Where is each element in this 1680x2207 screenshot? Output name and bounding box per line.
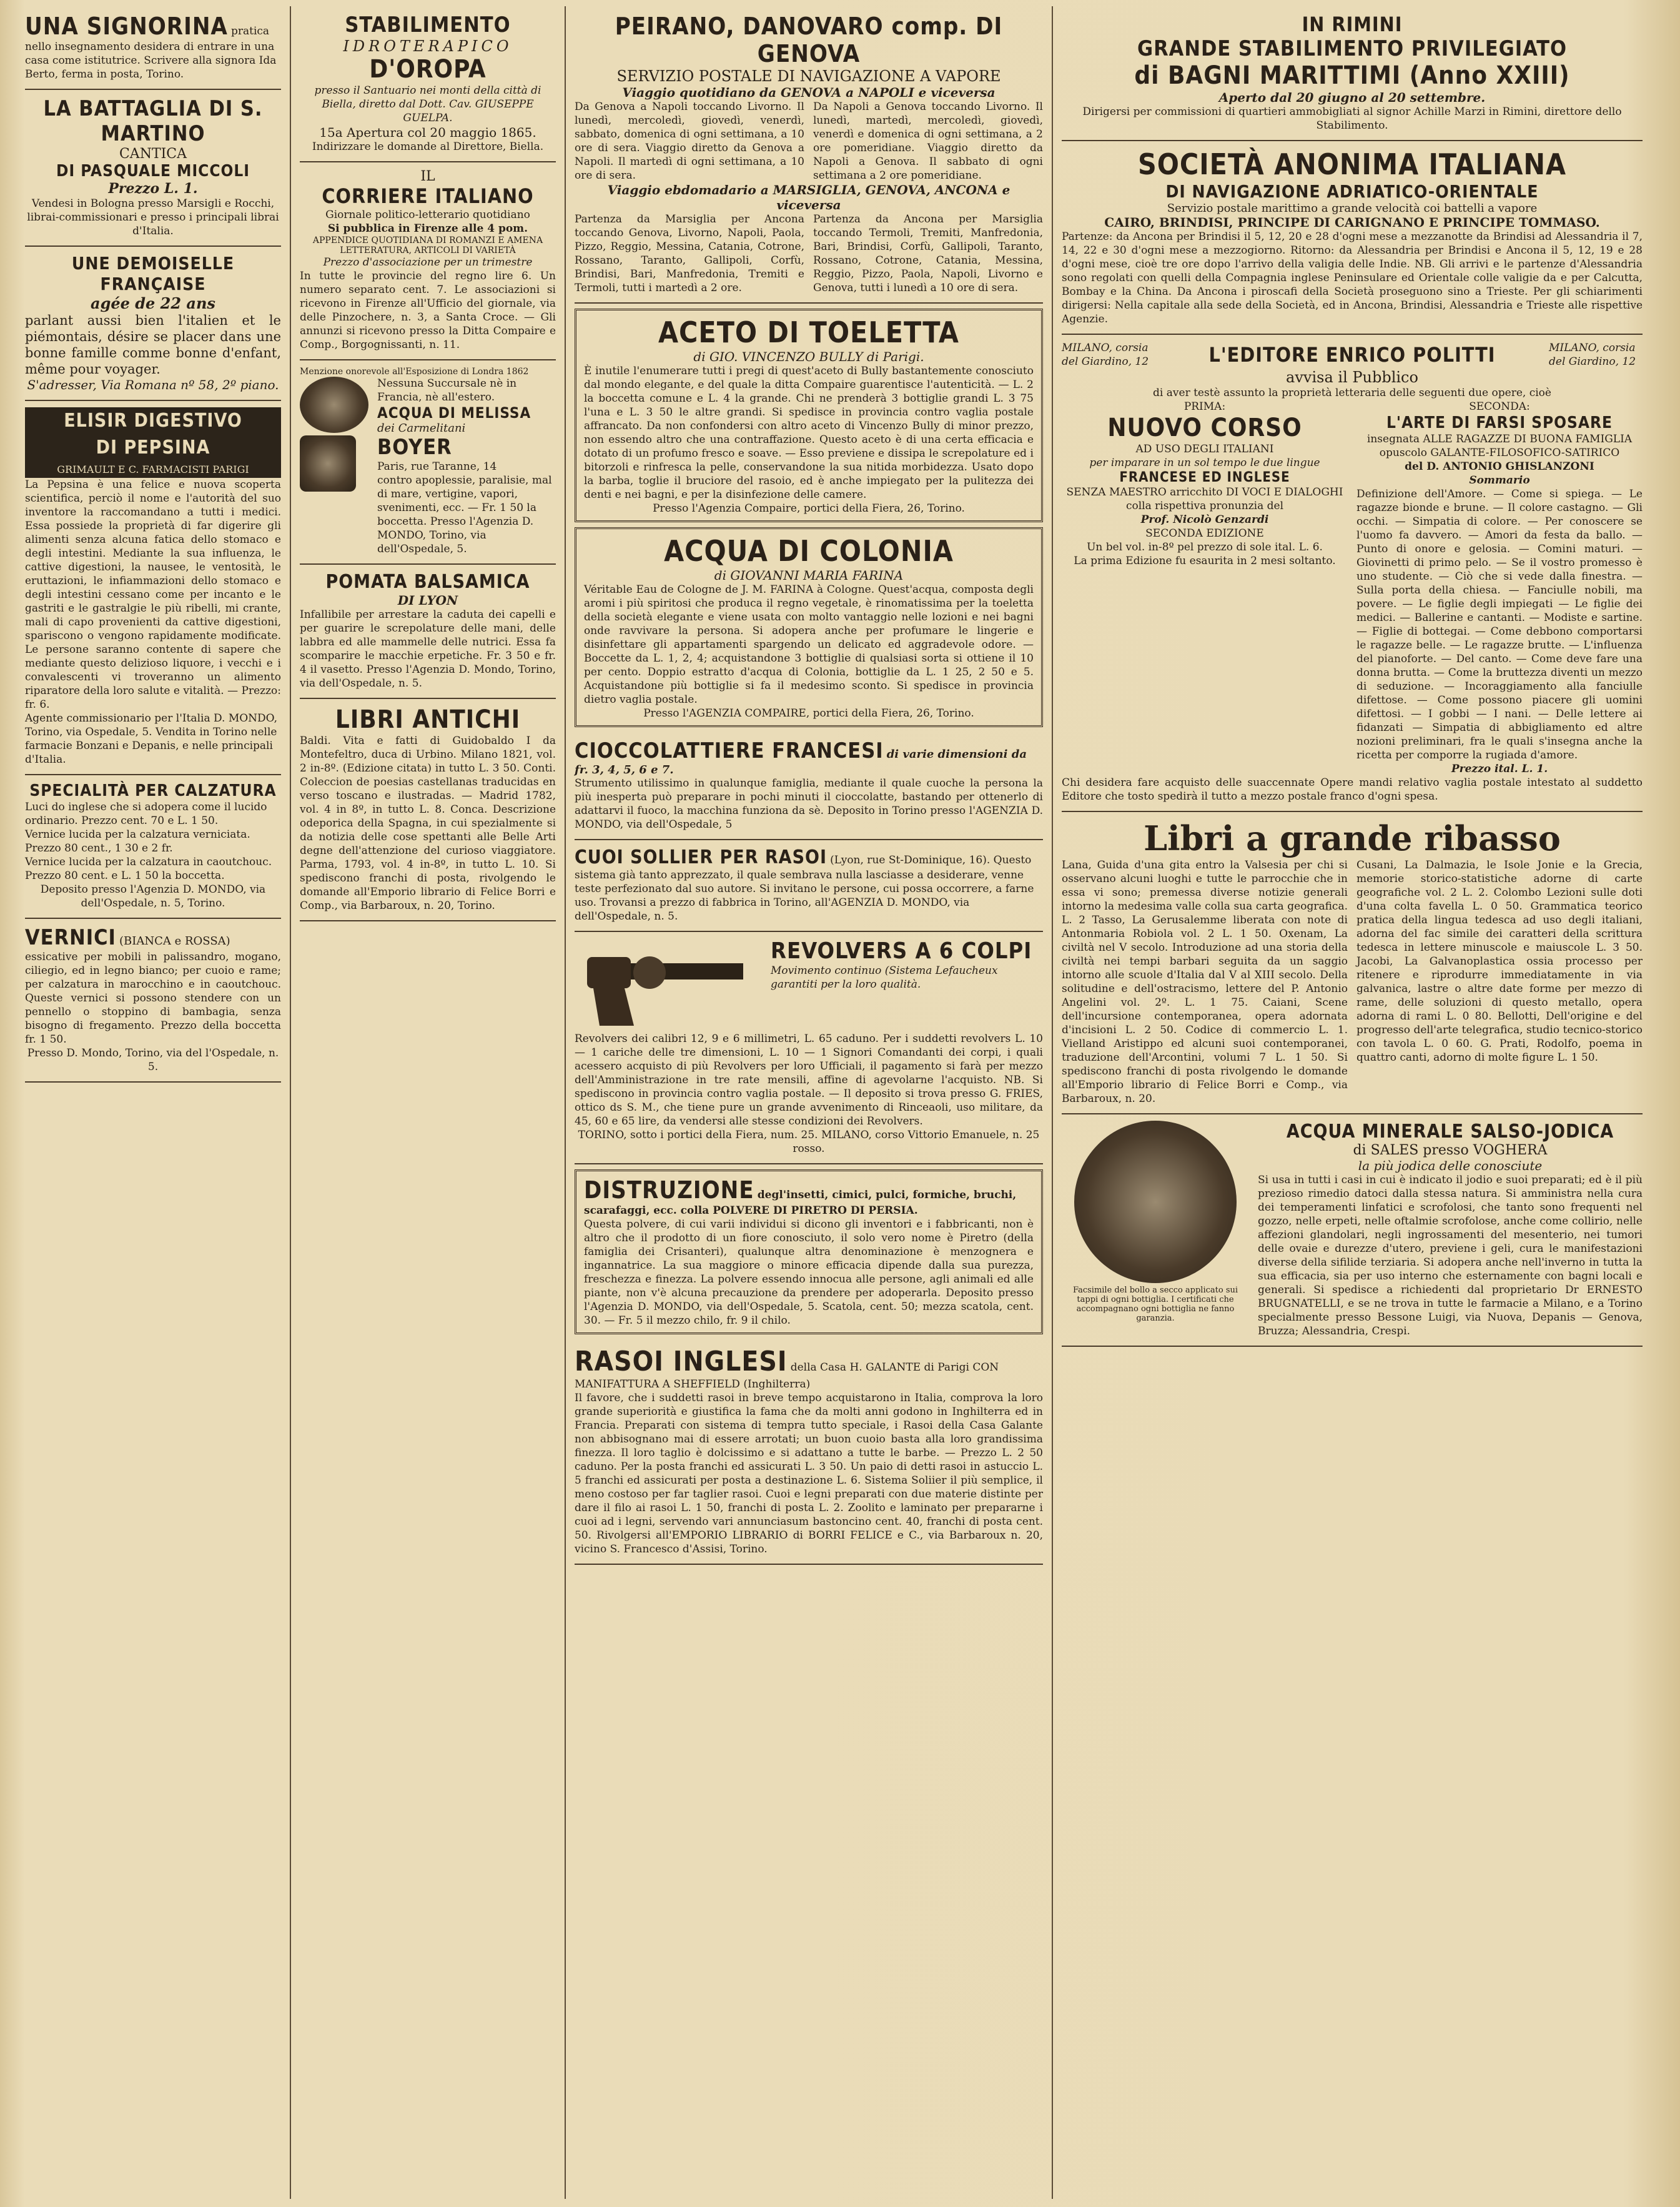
ad-subtitle: DI PEPSINA [25,434,281,461]
book-author: Prof. Nicolò Genzardi [1140,513,1269,526]
ad-battaglia [25,90,281,247]
ad-text: Questa polvere, di cui varii individui si dicono gli inventori e i fabbricanti, non è altro che il prodotto di un fiore conosciuto, il solo vero nome è Piretro (della famiglia dei Crisanteri), qualunque altra denominazione è menzognera e ingannatrice. La sua maggiore o minore efficacia dipende dalla sua purezza, freschezza e finezza. La polvere essendo innocua alle persone, agli animali ed alle piante, non v'è alcuna precauzione da prendere per adoperarla. Deposito presso l'Agenzia D. MONDO, via dell'Ospedale, 5. Scatola, cent. 50; mezza scatola, cent. 30. — Fr. 5 il mezzo chilo, fr. 9 il chilo. [584,1218,1034,1327]
book-text: SENZA MAESTRO arricchito DI VOCI E DIALOGHI colla rispettiva pronunzia del [1066,486,1343,512]
ad-text: (Lyon, rue St-Dominique, 16). Questo sistema già tanto apprezzato, il quale sembrava nulla lasciasse a desiderare, venne teste perfezionato dal suo autore. Si invitano le persone, cui possa occorrere, a farne uso. Trovansi a prezzo di fabbrica in Torino, all'AGENZIA D. MONDO, via dell'Ospedale, n. 5. [575,854,1034,923]
ad-text: di aver testè assunto la proprietà letteraria delle seguenti due opere, cioè [1153,387,1551,399]
ad-text: Cusani, La Dalmazia, le Isole Jonie e la Grecia, memorie storico-statistiche adorne di carte geografiche vol. 2 L. 2. Colombo Lezioni sulle doti d'una colta favella L. 0 50. Grammatica teorico pratica della lingua tedesca ad uso degli italiani, adorna del fac simile dei caratteri della scrittura tedesca in lettere minuscole e maiuscole L. 3 50. Jacobi, La Galvanoplastica ossia processo per ritenere e riprodurre immediatamente in via galvanica, lastre o altre date forme per mezzo di rame, delle soluzioni di questo metallo, opera adorna di rami L. 0 80. Bellotti, Dell'origine e del progresso dell'arte telegrafica, studio tecnico-storico con tavola L. 0 60. G. Prati, Rodolfo, poema in quattro canti, adorno di molte figure L. 1 50. [1356,859,1643,1064]
ad-title: PEIRANO, DANOVARO comp. DI GENOVA [615,12,1003,67]
ad-title: CORRIERE ITALIANO [322,184,534,208]
ad-price: Prezzo d'associazione per un trimestre [323,256,533,269]
label-prima: PRIMA: [1183,400,1226,413]
ad-text: In tutte le provincie del regno lire 6. Un numero separato cent. 7. Le associazioni si ricevono in Firenze all'Ufficio del giornale, via delle Pinzochere, n. 3, a Santa Croce. — Gli annunzi si ricevono presso la Ditta Compaire e Comp., Borgognissanti, n. 11. [300,270,556,351]
ad-aceto [575,309,1043,522]
ad-text: essicative per mobili in palissandro, mogano, ciliegio, ed in legno bianco; per cuoio e rame; per calzatura in marocchino e in caoutchouc. Queste vernici si possono stendere con un pennello o stoppino di bambagia, senza bisogno di fregamento. Prezzo della boccetta fr. 1 50. [25,951,281,1046]
ad-title: RASOI INGLESI [575,1346,788,1377]
column-4 [1052,6,1651,2199]
ad-text: Partenza da Ancona per Marsiglia toccando Termoli, Tremiti, Manfredonia, Bari, Brindisi, Corfù, Gallipoli, Taranto, Rossano, Cotrone, Catania, Messina, Reggio, Pizzo, Paola, Napoli, Livorno e Genova, tutti i lunedì a 10 ore di sera. [813,213,1043,294]
ad-title: SPECIALITÀ PER CALZATURA [29,781,277,800]
ad-subtitle: (BIANCA e ROSSA) [119,935,230,948]
ad-appendix: APPENDICE QUOTIDIANA DI ROMANZI E AMENA LETTERATURA, ARTICOLI DI VARIETÀ [312,236,543,255]
ad-boyer [300,360,556,565]
medal-icon [300,377,368,433]
ad-title: L'EDITORE ENRICO POLITTI [1208,343,1496,367]
ad-specialita [25,775,281,919]
ad-subtitle: Viaggio ebdomadario a MARSIGLIA, GENOVA, ANCONA e viceversa [607,182,1010,212]
ad-address: TORINO, sotto i portici della Fiera, num. 25. MILANO, corso Vittorio Emanuele, n. 25 rosso. [578,1129,1040,1155]
ad-subtitle: DI NAVIGAZIONE ADRIATICO-ORIENTALE [1165,181,1539,202]
book-title: NUOVO CORSO [1107,414,1302,442]
ad-societa-anonima [1062,141,1643,335]
ad-subtitle: agée de 22 ans [91,294,215,312]
ad-text: Da Napoli a Genova toccando Livorno. Il lunedì, martedì, mercoledì, giovedì, venerdì e domenica di ogni settimana, a 2 ore pomeridiane. Viaggio diretto da Napoli a Genova. Il sabbato di ogni settimana a 2 ore pomeridiane. [813,101,1043,182]
ad-vernici [25,919,281,1083]
book-edition: SECONDA EDIZIONE [1145,527,1264,540]
ad-rimini [1062,6,1643,141]
ad-text: Dirigersi per commissioni di quartieri ammobigliati al signor Achille Marzi in Rimini, direttore dello Stabilimento. [1082,106,1622,132]
ad-title: VERNICI [25,925,116,950]
ad-subtitle: della Casa H. GALANTE di Parigi CON MANIFATTURA A SHEFFIELD (Inghilterra) [575,1361,999,1391]
label-seconda: SECONDA: [1469,400,1530,413]
ad-subtitle: di SALES presso VOGHERA [1353,1143,1548,1158]
ad-colonia [575,527,1043,727]
book-langs: FRANCESE ED INGLESE [1119,470,1290,485]
ad-text: Si usa in tutti i casi in cui è indicato il jodio e suoi preparati; ed è il più prezioso rimedio datoci dalla stessa natura. Si amministra nella cura dei temperamenti linfatici e scrofolosi, che tanto sono frequenti nel gozzo, nelle erpeti, nelle oftalmie scrofolose, anche come collirio, nelle affezioni glandolari, negli ingrossamenti del mesenterio, nei tumori delle ovaie e durezze d'utero, previene i geli, cura le manifestazioni diverse della sifilide terziaria. Si adopera anche nell'inverno in tutta la sua efficacia, sia per uso interno che esternamente con bagni locali e generali. Si spedisce a richiedenti dal proprietario Dr ERNESTO BRUGNATELLI, e se ne trova in tutte le farmacie a Milano, e a Torino specialmente presso Bessone Luigi, via Nuova, Depanis — Genova, Bruzza; Alessandria, Crespi. [1258,1174,1643,1337]
ad-title: Libri a grande ribasso [1144,818,1561,858]
ad-title: CIOCCOLATTIERE FRANCESI [575,738,884,763]
ad-signorina [25,6,281,90]
ad-stabilimento [300,6,556,162]
ad-cioccolattiere [575,732,1043,840]
ad-ribasso [1062,812,1643,1114]
column-3 [565,6,1052,2199]
ad-subtitle: CANTICA [119,146,187,162]
ad-il: IL [420,169,435,184]
ad-peirano [575,6,1043,304]
ad-text: Vernice lucida per la calzatura verniciata. Prezzo 80 cent., 1 30 e 2 fr. [25,828,250,855]
book-subtitle: AD USO DEGLI ITALIANI [1135,443,1274,455]
ad-distruzione [575,1169,1043,1334]
ad-text: Lana, Guida d'una gita entro la Valsesia per chi si osservano alcuni luoghi e tutte le parrocchie che in essa vi sono; premessa diverse notizie generali intorno la medesima valle colla sua carta geografica. L. 2 Tasso, La Gerusalemme liberata con note di Antonmaria Robiola vol. 2 L. 1 50. Oxenam, La civiltà nel V secolo. Introduzione ad una storia della civiltà nei tempi barbari seguita da un saggio intorno alle scuole d'Italia dal V al XIII secolo. Della solitudine e dell'ostracismo, lettere del P. Antonio Angelini vol. 2º. L. 1 75. Caiani, Scene dell'incursione contemporanea, opera adornata d'incisioni L. 2 50. Codice di commercio L. 1. Vielland Aristippo ed alcuni suoi contemporanei, traduzione dell'Arcontini, volumi 7 L. 1 50. Si spediscono franchi di posta rivolgendo le domande all'Emporio librario di Felice Borri e Comp., via Barbaroux, n. 20. [1062,859,1348,1105]
ad-ships: CAIRO, BRINDISI, PRINCIPE DI CARIGNANO E PRINCIPE TOMMASO. [1104,215,1600,230]
ad-rasoi [575,1339,1043,1565]
ad-text: Luci do inglese che si adopera come il lucido ordinario. Prezzo cent. 70 e L. 1 50. [25,801,267,827]
ad-subtitle: Viaggio quotidiano da GENOVA a NAPOLI e viceversa [622,85,996,100]
ad-title: ELISIR DIGESTIVO [25,407,281,434]
book-author: del D. ANTONIO GHISLANZONI [1405,460,1594,473]
ad-title: ACETO DI TOELETTA [658,315,959,349]
ad-demoiselle [25,247,281,401]
ad-subtitle: di varie dimensioni da fr. 3, 4, 5, 6 e 7. [575,748,1027,776]
book-sommario: Sommario [1469,474,1530,487]
ad-maker: GRIMAULT E C. FARMACISTI PARIGI [25,461,281,478]
ad-footer: Chi desidera fare acquisto delle suaccennate Opere mandi relativo vaglia postale intestato al suddetto Editore che tosto spedirà il tutto a mezzo postale franco d'ogni spesa. [1062,776,1643,803]
ad-title: ACQUA MINERALE SALSO-JODICA [1286,1121,1614,1143]
ad-expo: Menzione onorevole all'Esposizione di Londra 1862 [300,367,529,377]
ad-text: contro apoplessie, paralisie, mal di mare, vertigine, vapori, svenimenti, ecc. — Fr. 1 50 la boccetta. Presso l'Agenzia D. MONDO, Torino, via dell'Ospedale, 5. [377,474,552,555]
ad-text: Infallibile per arrestare la caduta dei capelli e per guarire le screpolature delle mani, delle labbra ed alle mammelle delle nutrici. Essa fa scomparire le macchie erpetiche. Fr. 3 50 e fr. 4 il vasetto. Presso l'Agenzia D. Mondo, Torino, via dell'Ospedale, n. 5. [300,608,556,690]
ad-price: Prezzo L. 1. [108,181,198,197]
ad-title: UNE DEMOISELLE FRANÇAISE [71,253,235,294]
ad-title: CUOI SOLLIER PER RASOI [575,846,827,868]
ad-name: D'OROPA [369,55,487,84]
ad-text: Strumento utilissimo in qualunque famiglia, mediante il quale cuoche la persona la più inesperta può preparare in pochi minuti il cioccolatte, bastando per ottenerlo di adattarvi il fuoco, la macchina funziona da sè. Deposito in Torino presso l'AGENZIA D. MONDO, via dell'Ospedale, 5 [575,777,1043,831]
ad-agent: Deposito presso l'Agenzia D. MONDO, via dell'Ospedale, n. 5, Torino. [40,883,266,910]
ad-text: Il favore, che i suddetti rasoi in breve tempo acquistarono in Italia, comprova la loro grande superiorità e giustifica la fama che da molti anni godono in Inghilterra ed in Francia. Preparati con sistema di tempra tutto speciale, i Rasoi della Casa Galante non abbisognano mai di essere arrotati; un buon cuoio basta alla loro grandissima finezza. Il loro taglio è dolcissimo e si adattano a tutte le barbe. — Prezzo L. 2 50 caduno. Per la posta franchi ed assicurati L. 3 50. Un paio di detti rasoi in astuccio L. 5 franchi ed assicurati per posta a destinazione L. 6. Sistema Soliier il più semplice, il meno costoso per far taglier rasoi. Cuoi e legni preparati con due materie distinte per dare il filo ai rasoi L. 1 50, franchi di posta L. 2. Zoolito e laminato per prepararne i cuoi ad i legni, servendo vari annunciasum bastoncino cent. 40, franchi di posta cent. 50. Rivolgersi all'EMPORIO LIBRARIO di BORRI FELICE e C., via Barbaroux n. 20, vicino S. Francesco d'Assisi, Torino. [575,1392,1043,1555]
ad-title: POMATA BALSAMICA [325,571,530,593]
ad-text: parlant aussi bien l'italien et le piémontais, désire se placer dans une bonne famille comme bonne d'enfant, même pour voyager. [25,313,281,377]
ad-open: 15a Apertura col 20 maggio 1865. [319,125,536,140]
book-price: Un bel vol. in-8º pel prezzo di sole ital. L. 6. [1087,541,1323,553]
ad-time: Si pubblica in Firenze alle 4 pom. [327,222,528,235]
ad-subtitle: IDROTERAPICO [343,37,513,55]
column-1 [16,6,290,2199]
ad-text: Partenza da Marsiglia per Ancona toccando Genova, Livorno, Napoli, Paola, Pizzo, Reggio, Messina, Catania, Cotrone, Rossano, Taranto, Gallipoli, Corfù, Brindisi, Bari, Manfredonia, Tremiti e Termoli, tutti i martedì a 2 ore. [575,213,804,294]
ad-libri-antichi [300,699,556,921]
ad-title: STABILIMENTO [345,12,511,37]
ad-subtitle: GRANDE STABILIMENTO PRIVILEGIATO [1137,36,1567,61]
ad-subtitle: degl'insetti, cimici, pulci, formiche, bruchi, scarafaggi, ecc. colla POLVERE DI PIRETRO DI PERSIA. [584,1189,1017,1217]
ad-address: S'adresser, Via Romana nº 58, 2º piano. [27,377,279,392]
ad-cuoi [575,840,1043,932]
ad-text: Nessuna Succursale nè in Francia, nè all'estero. [377,377,517,404]
ad-subtitle: avvisa il Pubblico [1286,369,1418,386]
book-text: Definizione dell'Amore. — Come si spiega. — Le ragazze bionde e brune. — Il colore castagno. — Gli occhi. — Simpatia di colore. — Per conoscere se l'uomo fa davvero. — Amori da festa da ballo. — Punto di onore e gelosia. — Comini maturi. — Giovinetti di primo pelo. — Se il vostro promesso è uno studente. — Ciò che si vede dalla finestra. — Sulla porta della chiesa. — Fanciulle nobili, ma povere. — Le figlie degli impiegati — Le figlie dei medici. — Ballerine e cantanti. — Modiste e sartine. — Figlie di bottegai. — Come debbono comportarsi le ragazze belle. — Le ragazze brutte. — L'influenza del pianoforte. — Del canto. — Come deve fare una donna brutta. — Come la bruttezza diventi un mezzo di seduzione. — Incoraggiamento alla fanciulle difettose. — Come possono piacere gli uomini difettosi. — I gobbi — I nani. — Delle lettere ai fidanzati — Simpatia di abbigliamento ed altre nozioni preliminari, fra le quali s'insegna anche la ricetta per comporre la rugiada d'amore. [1356,488,1643,761]
ad-address: Paris, rue Taranne, 14 [377,460,497,473]
ad-agent: Presso l'Agenzia Compaire, portici della Fiera, 26, Torino. [653,502,965,515]
ad-subtitle: la più jodica delle conosciute [1358,1158,1543,1173]
ad-agent: Presso D. Mondo, Torino, via del l'Ospedale, n. 5. [27,1047,279,1073]
book-price: Prezzo ital. L. 1. [1451,763,1548,775]
ad-text: Partenze: da Ancona per Brindisi il 5, 12, 20 e 28 d'ogni mese a mezzanotte da Brindisi ad Alessandria il 7, 14, 22 e 30 d'ogni mese a mezzogiorno. Ritorno: da Alessandria per Brindisi e Ancona il 5, 12, 19 e 28 d'ogni mese, cioè tre ore dopo l'arrivo della valigia delle Indie. NB. Gli arrivi e le partenze d'Alessandria sono regolati con quelli della Compagnia inglese Peninsulare ed Orientale colle valigie da e per Calcutta, Bombay e la China. Da Ancona i piroscafi della Società proseguono sino a Trieste. Per gli schiarimenti dirigersi: Nella capitale alla sede della Società, ed in Ancona, Brindisi, Alessandria e Trieste alle rispettive Agenzie. [1062,231,1643,325]
ad-title: DISTRUZIONE [584,1176,754,1204]
ad-service: Servizio postale marittimo a grande velocità coi battelli a vapore [1167,202,1538,215]
ad-title: IN RIMINI [1302,12,1403,36]
ad-agent: Agente commissionario per l'Italia D. MONDO, Torino, via Ospedale, 5. Vendita in Torino nelle farmacie Bonzani e Depanis, e nelle principali d'Italia. [25,712,278,766]
ad-name: di BAGNI MARITTIMI (Anno XXIII) [1134,61,1570,90]
ad-title: LA BATTAGLIA DI S. MARTINO [43,96,263,146]
ad-text: La Pepsina è una felice e nuova scoperta scientifica, perciò il nome e l'autorità del suo inventore la raccomandano a tutti i medici. Essa possiede la proprietà di far digerire gli alimenti senza alcuna fatica dello stomaco e degli intestini. Mediante la sua influenza, le cattive digestioni, la nausee, le ventosità, le eruttazioni, le infiammazioni dello stomaco e degli intestini cessano come per incanto e le gastriti e le gastralgie le più ribelli, mi crante, mali di capo provenienti da cattive digestioni, spariscono o vengono rapidamente modificate. Le persone saranno contente di sapere che mediante questo delizioso liquore, i vecchi e i convalescenti vi troveranno un alimento riparatore della loro salute e vitalità. — Prezzo: fr. 6. [25,479,281,711]
ad-text: pratica nello insegnamento desidera di entrare in una casa come istitutrice. Scrivere alla signora Ida Berto, ferma in posta, Torino. [25,25,277,81]
ad-side: Facsimile del bollo a secco applicato sui tappi di ogni bottiglia. I certificati che accompagnano ogni bottiglia ne fanno garanzia. [1072,1286,1238,1323]
ad-subtitle: SERVIZIO POSTALE DI NAVIGAZIONE A VAPORE [616,67,1001,85]
ad-text: Vendesi in Bologna presso Marsigli e Rocchi, librai-commissionari e presso i principali librai d'Italia. [27,197,279,237]
ad-title: ACQUA DI MELISSA [377,404,531,422]
ad-title: UNA SIGNORINA [25,12,228,40]
ad-politti [1062,335,1643,812]
ad-pomata [300,565,556,699]
book-title: L'ARTE DI FARSI SPOSARE [1386,414,1613,432]
book-text: per imparare in un sol tempo le due lingue [1089,457,1320,469]
ad-text: È inutile l'enumerare tutti i pregi di quest'aceto di Bully bastantemente conosciuto dal mondo elegante, e del quale la ditta Compaire guarentisce l'autenticità. — L. 2 la boccetta comune e L. 4 la grande. Chi ne prenderà 3 bottiglie grandi L. 3 75 l'una e L. 3 50 le altre grandi. Si spedisce in provincia contro vaglia postale affrancato. Da non confondersi con altro aceto di Vincenzo Bully di minor prezzo, non essendo altro che una contraffazione. Questo aceto è di una certa efficacia e dotato di un profumo fresco e soave. — Esso previene e dissipa le screpolature ed i bitorzoli e rinfresca la pelle, conservandone la sua nitida morbidezza. Usato dopo la barba, toglie il bruciore del rasoio, ed è anche impiegato per la pulitezza dei denti e nei bagni, e per la disinfezione delle camere. [584,365,1034,501]
ad-title: REVOLVERS A 6 COLPI [771,938,1032,964]
ad-address: MILANO, corsia del Giardino, 12 [1062,342,1149,368]
ad-subtitle: di GIOVANNI MARIA FARINA [714,568,904,583]
seal-icon [1074,1121,1237,1283]
revolver-icon [575,938,762,1032]
ad-subtitle: dei Carmelitani [377,422,466,435]
ad-title: LIBRI ANTICHI [335,705,521,734]
ad-text: Da Genova a Napoli toccando Livorno. Il lunedì, mercoledì, giovedì, venerdì, sabbato, domenica di ogni settimana, a 10 ore di sera. Viaggio diretto da Genova a Napoli. Il martedì di ogni settimana, a 10 ore di sera. [575,101,804,182]
ad-elisir [25,401,281,775]
ad-text: Baldi. Vita e fatti di Guidobaldo I da Montefeltro, duca di Urbino. Milano 1821, vol. 2 in-8º. (Edizione citata) in tutto L. 3 50. Conti. Coleccion de poesias castellanas traducidas en verso toscano e ilustradas. — Madrid 1782, vol. 4 in 8º, in tutto L. 8. Conca. Descrizione odeporica della Spagna, in cui spezialmente si da notizia delle cose spettanti alle Belle Arti degne dell'attenzione del curioso viaggiatore. Parma, 1793, vol. 4 in-8º, in tutto L. 10. Si spediscono franchi di posta, rivolgendo le domande all'Emporio librario di Felice Borri e Comp., via Barbaroux, n. 20, Torino. [300,735,556,912]
ad-text: Vernice lucida per la calzatura in caoutchouc. Prezzo 80 cent. e L. 1 50 la boccetta. [25,856,272,882]
ad-subtitle: di GIO. VINCENZO BULLY di Parigi. [693,349,924,364]
ad-text: Revolvers dei calibri 12, 9 e 6 millimetri, L. 65 caduno. Per i suddetti revolvers L. 10 — 1 cariche delle tre dimensioni, L. 10 — 1 Signori Comandanti dei corpi, i quali acessero acquisto di più Revolvers per loro Ufficiali, il pagamento si farà per mezzo dell'Amministrazione in tre rate mensili, affine di agevolarne l'acquisto. NB. Si spediscono in provincia contro vaglia postale. — Il deposito si trova presso G. FRIES, ottico ds S. M., che tiene pure un grande avvenimento di Rinceaoli, uso militare, da 45, 60 e 65 lire, da vendersi alle stesse condizioni dei Revolvers. [575,1033,1043,1128]
book-subtitle: insegnata ALLE RAGAZZE DI BUONA FAMIGLIA opuscolo GALANTE-FILOSOFICO-SATIRICO [1366,433,1633,459]
ad-corriere [300,162,556,360]
ad-title: ACQUA DI COLONIA [664,534,954,568]
ad-author: DI PASQUALE MICCOLI [56,162,250,181]
ad-agent: Presso l'AGENZIA COMPAIRE, portici della Fiera, 26, Torino. [643,707,974,720]
ad-salso-jodica [1062,1114,1643,1347]
ad-text: presso il Santuario nei monti della città di Biella, diretto dal Dott. Cav. GIUSEPPE GUELPA. [314,84,541,124]
ad-address: MILANO, corsia del Giardino, 12 [1549,342,1636,368]
ad-subtitle: Giornale politico-letterario quotidiano [325,209,530,221]
label-icon [300,435,356,492]
ad-subtitle: DI LYON [397,593,458,608]
ad-text: Véritable Eau de Cologne de J. M. FARINA à Cologne. Quest'acqua, composta degli aromi i più spiritosi che produca il regno vegetale, è rinomatissima per la toeletta della società elegante e viene usata con molto vantaggio nelle lozioni e nei bagni onde ravvivare la persona. Si adopera anche per profumare le lingerie e disinfettare gli appartamenti spargendo un delicato ed aggradevole odore. — Boccette da L. 1, 2, 4; acquistandone 3 bottiglie di qualsiasi sorta si ottiene il 10 per cento. Doppio estratto d'acqua di Colonia, bottiglie da L. 1 25, 2 50 e 5. Acquistandone più bottiglie si fa il medesimo sconto. Si spedisce in provincia dietro vaglia postale. [584,583,1034,706]
ad-title: SOCIETÀ ANONIMA ITALIANA [1137,147,1567,181]
ad-open: Aperto dal 20 giugno al 20 settembre. [1218,90,1486,105]
ad-name: BOYER [377,435,452,460]
ad-address: Indirizzare le domande al Direttore, Biella. [312,141,544,153]
ad-revolvers [575,932,1043,1164]
book-note: La prima Edizione fu esaurita in 2 mesi soltanto. [1074,555,1336,567]
column-2 [290,6,565,2199]
ad-subtitle: Movimento continuo (Sistema Lefaucheux garantiti per la loro qualità. [771,965,998,991]
